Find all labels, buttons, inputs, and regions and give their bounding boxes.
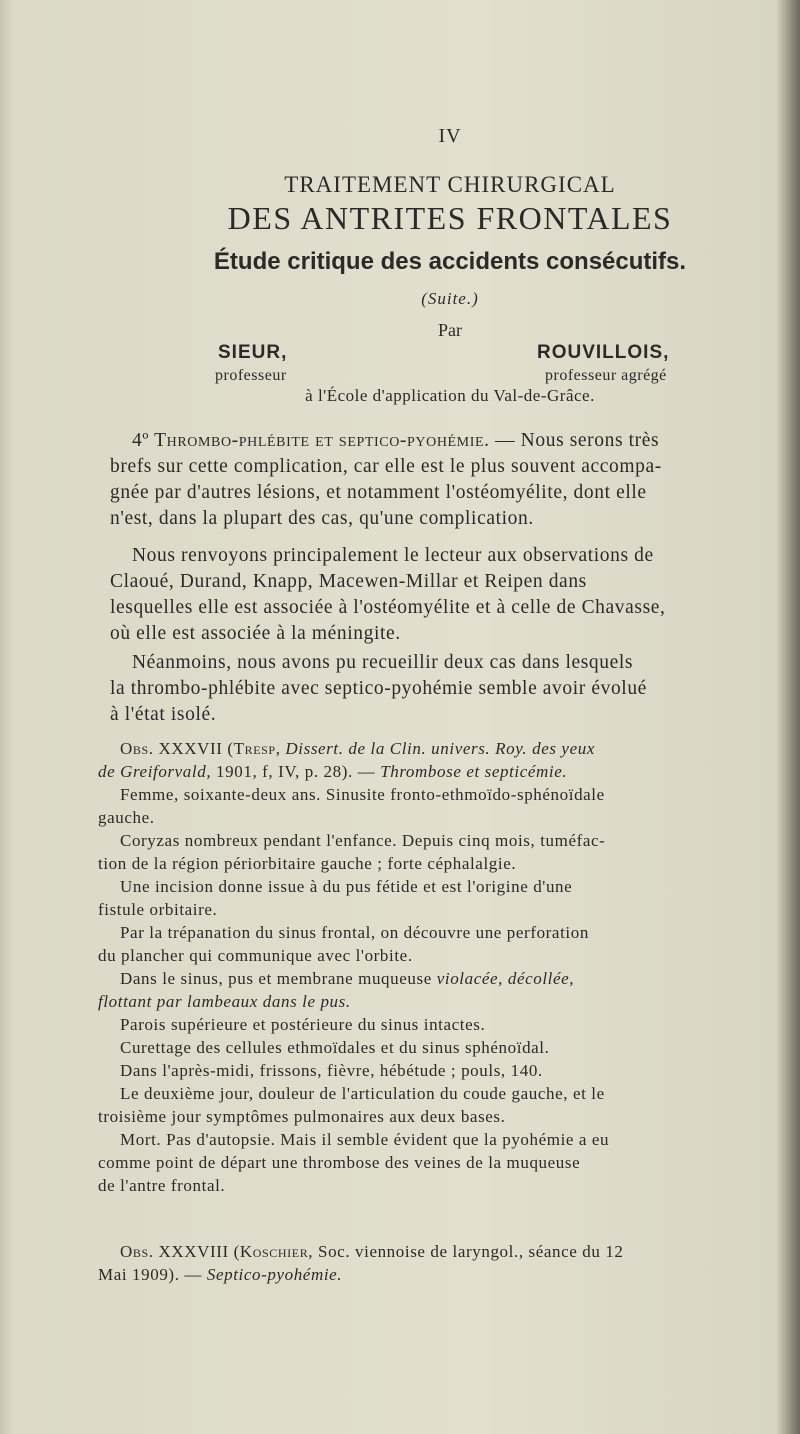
paragraph-line: à l'état isolé.: [110, 704, 217, 725]
chapter-number: IV: [438, 125, 462, 147]
paragraph-line: où elle est associée à la méningite.: [110, 623, 401, 644]
paragraph-line: Claoué, Durand, Knapp, Macewen-Millar et Reipen dans: [110, 571, 587, 592]
observation-38: [98, 1240, 770, 1286]
paragraph-thrombo: [110, 428, 780, 532]
observation-line: de l'antre frontal.: [98, 1176, 226, 1195]
observation-line: Coryzas nombreux pendant l'enfance. Depuis cinq mois, tuméfac-: [120, 831, 606, 850]
paragraph-line: n'est, dans la plupart des cas, qu'une complication.: [110, 508, 534, 529]
paragraph-line: lesquelles elle est associée à l'ostéomyélite et à celle de Chavasse,: [110, 597, 666, 618]
paragraph-line: brefs sur cette complication, car elle est le plus souvent accompa-: [110, 456, 662, 477]
observation-line: flottant par lambeaux dans le pus.: [98, 992, 351, 1011]
observation-line: troisième jour symptômes pulmonaires aux deux bases.: [98, 1107, 506, 1126]
paragraph-line: Néanmoins, nous avons pu recueillir deux cas dans lesquels: [132, 652, 634, 673]
observation-line: tion de la région périorbitaire gauche ; forte céphalalgie.: [98, 854, 517, 873]
title-line-1: TRAITEMENT CHIRURGICAL: [284, 172, 616, 197]
title-line-2: DES ANTRITES FRONTALES: [227, 200, 673, 236]
paragraph-line: la thrombo-phlébite avec septico-pyohémie semble avoir évolué: [110, 678, 647, 699]
observation-line: Mort. Pas d'autopsie. Mais il semble évident que la pyohémie a eu: [120, 1130, 610, 1149]
observation-line: gauche.: [98, 808, 155, 827]
paragraph-line: gnée par d'autres lésions, et notamment l'ostéomyélite, dont elle: [110, 482, 647, 503]
observation-heading: Obs. XXXVII (Tresp, Dissert. de la Clin. univers. Roy. des yeux: [120, 739, 595, 758]
observation-line: du plancher qui communique avec l'orbite.: [98, 946, 413, 965]
observation-37: [98, 737, 770, 1197]
observation-line: Parois supérieure et postérieure du sinus intactes.: [120, 1015, 486, 1034]
observation-heading: Obs. XXXVIII (Koschier, Soc. viennoise de laryngol., séance du 12: [120, 1242, 624, 1261]
paragraph-references: [110, 543, 780, 647]
author-sieur-role: professeur: [215, 367, 287, 384]
institution: à l'École d'application du Val-de-Grâce.: [305, 386, 595, 405]
observation-line: Par la trépanation du sinus frontal, on découvre une perforation: [120, 923, 589, 942]
observation-line: Mai 1909). — Septico-pyohémie.: [98, 1265, 343, 1284]
observation-line: fistule orbitaire.: [98, 900, 218, 919]
section-heading: 4º Thrombo-phlébite et septico-pyohémie.: [132, 430, 490, 451]
paragraph-cases: [110, 650, 780, 728]
observation-line: Dans le sinus, pus et membrane muqueuse violacée, décollée,: [120, 969, 575, 988]
suite-note: (Suite.): [421, 289, 479, 308]
observation-heading-line: de Greiforvald, 1901, f, IV, p. 28). — Thrombose et septicémie.: [98, 762, 568, 781]
observation-line: Femme, soixante-deux ans. Sinusite fronto-ethmoïdo-sphénoïdale: [120, 785, 605, 804]
author-rouvillois: ROUVILLOIS,: [537, 342, 670, 363]
observation-line: Curettage des cellules ethmoïdales et du sinus sphénoïdal.: [120, 1038, 550, 1057]
observation-line: comme point de départ une thrombose des veines de la muqueuse: [98, 1153, 581, 1172]
paragraph-line: 4º Thrombo-phlébite et septico-pyohémie. — Nous serons très: [132, 430, 660, 451]
author-sieur: SIEUR,: [218, 342, 288, 363]
observation-line: Le deuxième jour, douleur de l'articulation du coude gauche, et le: [120, 1084, 605, 1103]
observation-line: Dans l'après-midi, frissons, fièvre, hébétude ; pouls, 140.: [120, 1061, 543, 1080]
subtitle: Étude critique des accidents consécutifs.: [213, 248, 687, 275]
observation-line: Une incision donne issue à du pus fétide et est l'origine d'une: [120, 877, 573, 896]
reference-title: Dissert. de la Clin. univers. Roy. des yeux: [285, 739, 595, 758]
paragraph-line: Nous renvoyons principalement le lecteur aux observations de: [132, 545, 654, 566]
author-rouvillois-role: professeur agrégé: [545, 367, 667, 384]
by-label: Par: [438, 320, 462, 340]
